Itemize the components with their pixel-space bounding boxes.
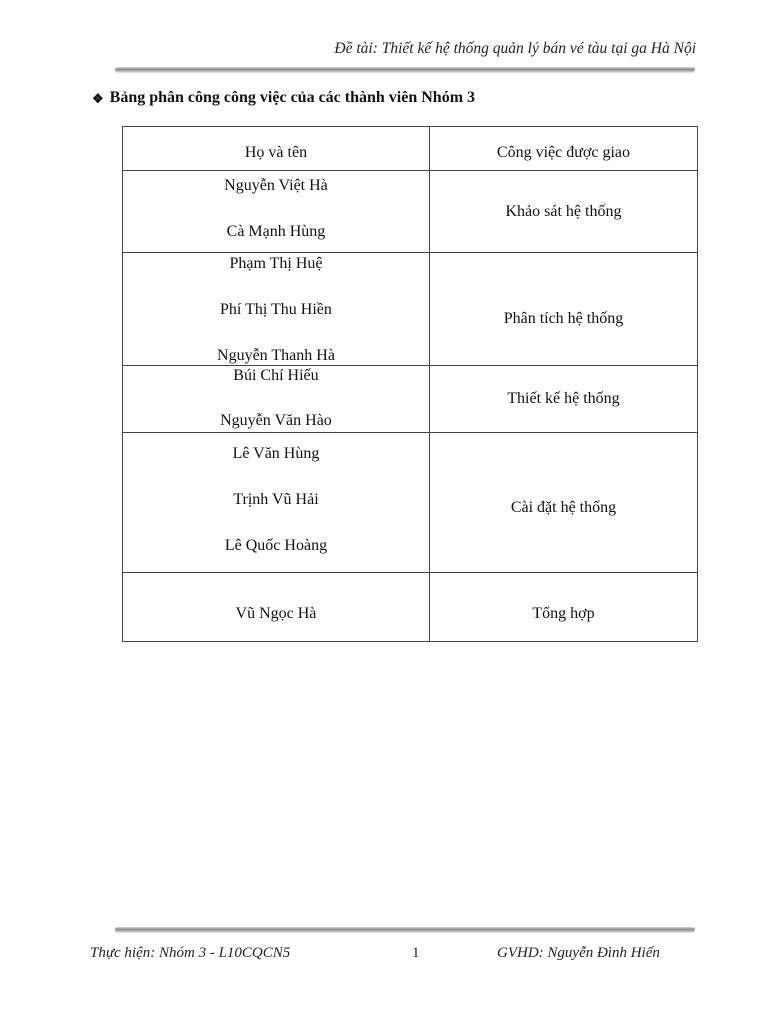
member-name: Cà Mạnh Hùng — [226, 223, 326, 240]
name-cell — [123, 253, 430, 366]
member-name: Phí Thị Thu Hiền — [220, 301, 332, 318]
task-cell: Tổng hợp — [429, 573, 697, 642]
assignment-table — [122, 126, 698, 642]
diamond-bullet-icon: ❖ — [92, 90, 104, 106]
table-row — [123, 253, 698, 366]
footer-divider — [115, 927, 695, 932]
task-cell: Khảo sát hệ thống — [429, 171, 697, 253]
header-title: Đề tài: Thiết kế hệ thống quản lý bán vé tàu tại ga Hà Nội — [334, 40, 696, 57]
member-name: Trịnh Vũ Hải — [233, 491, 319, 508]
section-title: Bảng phân công công việc của các thành viên Nhóm 3 — [109, 89, 476, 106]
header-task: Công việc được giao — [429, 127, 697, 171]
table-header-row — [123, 127, 698, 171]
table-row — [123, 433, 698, 573]
task-cell: Phân tích hệ thống — [429, 253, 697, 366]
member-name: Lê Văn Hùng — [232, 445, 320, 462]
table-row — [123, 573, 698, 642]
name-cell — [123, 433, 430, 573]
section-heading — [92, 89, 475, 107]
header-name: Họ và tên — [123, 127, 430, 171]
name-cell — [123, 366, 430, 433]
member-name: Búi Chí Hiếu — [233, 367, 319, 384]
header-divider — [115, 67, 695, 72]
task-cell: Cài đặt hệ thống — [429, 433, 697, 573]
table-row — [123, 366, 698, 433]
member-name: Nguyễn Việt Hà — [224, 177, 328, 194]
page-number: 1 — [412, 945, 420, 961]
task-cell: Thiết kế hệ thống — [429, 366, 697, 433]
name-cell — [123, 171, 430, 253]
name-cell — [123, 573, 430, 642]
table-row — [123, 171, 698, 253]
footer-group: Thực hiện: Nhóm 3 - L10CQCN5 — [90, 945, 291, 961]
member-name: Vũ Ngọc Hà — [235, 605, 317, 622]
footer-advisor: GVHD: Nguyễn Đình Hiến — [497, 945, 660, 961]
member-name: Nguyễn Thanh Hà — [217, 347, 335, 364]
member-name: Lê Quốc Hoàng — [224, 537, 328, 554]
member-name: Nguyễn Văn Hào — [220, 412, 332, 429]
member-name: Phạm Thị Huệ — [229, 255, 323, 272]
